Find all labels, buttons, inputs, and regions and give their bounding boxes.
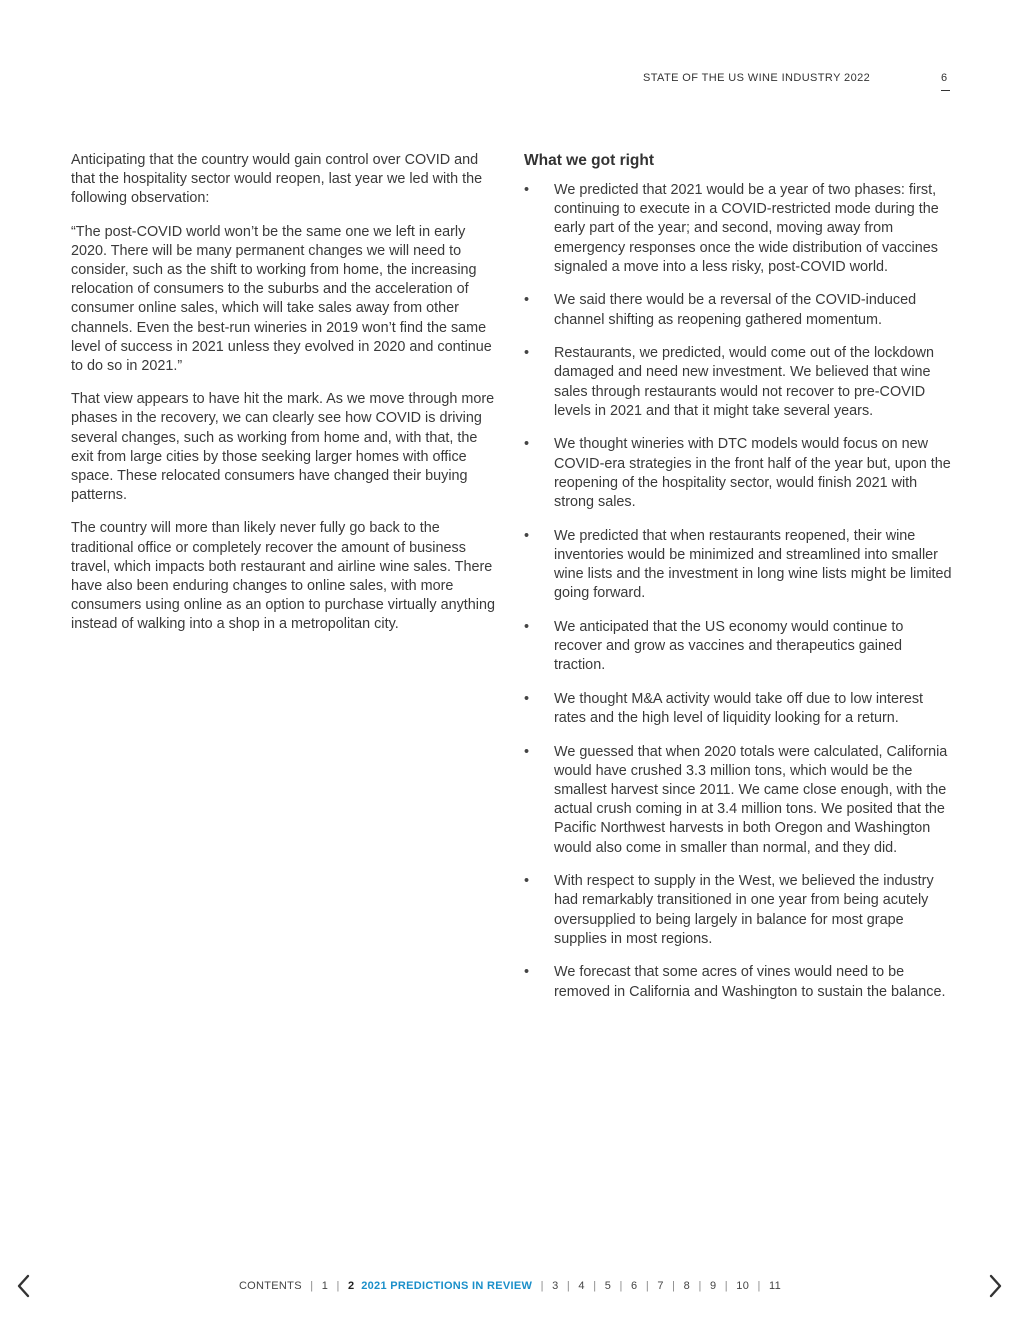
bullet-icon: • (524, 743, 530, 760)
paragraph: Anticipating that the country would gain control over COVID and that the hospitality sector would reopen, last year we led with the following observation: (71, 152, 483, 207)
nav-page-3-link[interactable]: 3 (552, 1280, 559, 1292)
quote-paragraph: “The post-COVID world won’t be the same one we left in early 2020. There will be many permanent changes we will need to consider, such as the shift to working from home, the increasing relocation of consumers to the suburbs and the acceleration of consumer online sales, which will take sales away from other channels. Even the best-run wineries in 2019 won’t find the same level of success in 2021 unless they evolved in 2020 and continue to do so in 2021.” (71, 223, 492, 375)
nav-contents-link[interactable]: CONTENTS (238, 1280, 302, 1292)
nav-separator: | (310, 1280, 314, 1292)
nav-page-5-link[interactable]: 5 (604, 1280, 612, 1292)
nav-page-6-link[interactable]: 6 (631, 1280, 638, 1292)
list-item (524, 344, 952, 421)
paragraph: That view appears to have hit the mark. As we move through more phases in the recovery, we can clearly see how COVID is driving several changes, such as working from home and, with that, the exit from large cities by those seeking larger homes with office space. These relocated consumers have changed their buying patterns. (71, 391, 495, 504)
nav-separator: | (540, 1280, 544, 1292)
section-heading: What we got right (524, 152, 655, 169)
list-item-text: With respect to supply in the West, we believed the industry had remarkably transitioned in one year from being acutely oversupplied to being largely in balance for most grape supplies in most regions. (554, 873, 934, 947)
nav-page-2-link[interactable] (343, 1280, 537, 1292)
bullet-icon: • (524, 345, 530, 362)
right-column (524, 151, 952, 1016)
list-item (524, 872, 952, 949)
nav-current-label: 2021 PREDICTIONS IN REVIEW (361, 1280, 533, 1292)
bullet-icon: • (524, 873, 530, 890)
list-item-text: We anticipated that the US economy would continue to recover and grow as vaccines and therapeutics gained traction. (554, 618, 904, 674)
list-item (524, 435, 952, 512)
nav-separator: | (336, 1280, 340, 1292)
paragraph: The country will more than likely never fully go back to the traditional office or completely recover the amount of business travel, which impacts both restaurant and airline wine sales. There have also been enduring changes to online sales, with more consumers using online as an option to purchase virtually anything instead of walking into a shop in a metropolitan city. (71, 520, 495, 633)
nav-page-9-link[interactable]: 9 (709, 1280, 717, 1292)
page-header (0, 70, 1020, 100)
nav-separator: | (698, 1280, 702, 1292)
list-item-text: We said there would be a reversal of the COVID-induced channel shifting as reopening gathered momentum. (554, 292, 917, 328)
list-item (524, 527, 952, 604)
nav-page-1-link[interactable]: 1 (321, 1280, 329, 1292)
list-item (524, 963, 952, 1001)
nav-separator: | (672, 1280, 676, 1292)
list-item (524, 743, 952, 858)
list-item-text: We forecast that some acres of vines would need to be removed in California and Washington to sustain the balance. (554, 964, 946, 1000)
nav-page-10-link[interactable]: 10 (736, 1280, 750, 1292)
list-item-text: Restaurants, we predicted, would come out of the lockdown damaged and need new investment. We believed that wine sales through restaurants would not recover to pre-COVID levels in 2021 and that it might take several years. (554, 345, 934, 419)
next-page-button[interactable] (985, 1272, 1005, 1300)
list-item (524, 181, 952, 277)
document-title: STATE OF THE US WINE INDUSTRY 2022 (643, 72, 871, 84)
predictions-list (524, 181, 952, 1002)
nav-separator: | (757, 1280, 761, 1292)
list-item (524, 690, 952, 728)
bullet-icon: • (524, 182, 530, 198)
page-number-underline (941, 90, 950, 91)
list-item (524, 291, 952, 329)
bullet-icon: • (524, 436, 530, 453)
list-item-text: We predicted that when restaurants reopened, their wine inventories would be minimized and streamlined into smaller wine lists and the investment in long wine lists might be limited going forward. (554, 527, 952, 602)
nav-separator: | (724, 1280, 728, 1292)
footer-navigation (0, 1280, 1020, 1298)
nav-page-7-link[interactable]: 7 (657, 1280, 664, 1292)
bullet-icon: • (524, 690, 530, 707)
bullet-icon: • (524, 527, 530, 544)
list-item-text: We thought M&A activity would take off due to low interest rates and the high level of liquidity looking for a return. (554, 690, 924, 727)
bullet-icon: • (524, 292, 530, 309)
bullet-icon: • (524, 964, 530, 981)
nav-page-11-link[interactable]: 11 (769, 1280, 782, 1292)
list-item-text: We thought wineries with DTC models would focus on new COVID-era strategies in the front half of the year but, upon the reopening of the hospitality sector, would finish 2021 with strong sales. (554, 436, 951, 511)
list-item-text: We predicted that 2021 would be a year of two phases: first, continuing to execute in a COVID-restricted mode during the early part of the year; and second, moving away from emergency responses once the wide distribution of vaccines signaled a move into a less risky, post-COVID world. (554, 182, 939, 275)
nav-separator: | (566, 1280, 571, 1292)
page-number: 6 (941, 72, 948, 84)
nav-separator: | (645, 1280, 649, 1292)
list-item (524, 618, 952, 676)
list-item-text: We guessed that when 2020 totals were calculated, California would have crushed 3.3 million tons, which would be the smallest harvest since 2011. We came close enough, with the actual crush coming in at 3.4 million tons. We posited that the Pacific Northwest harvests in both Oregon and Washington would also come in smaller than normal, and they did. (554, 743, 948, 856)
nav-page-4-link[interactable]: 4 (578, 1280, 585, 1292)
nav-separator: | (593, 1280, 597, 1292)
chevron-right-icon (985, 1272, 1005, 1300)
bullet-icon: • (524, 618, 530, 635)
left-column (71, 151, 501, 649)
nav-current-number: 2 (348, 1280, 355, 1292)
nav-page-8-link[interactable]: 8 (683, 1280, 691, 1292)
nav-separator: | (619, 1280, 623, 1292)
